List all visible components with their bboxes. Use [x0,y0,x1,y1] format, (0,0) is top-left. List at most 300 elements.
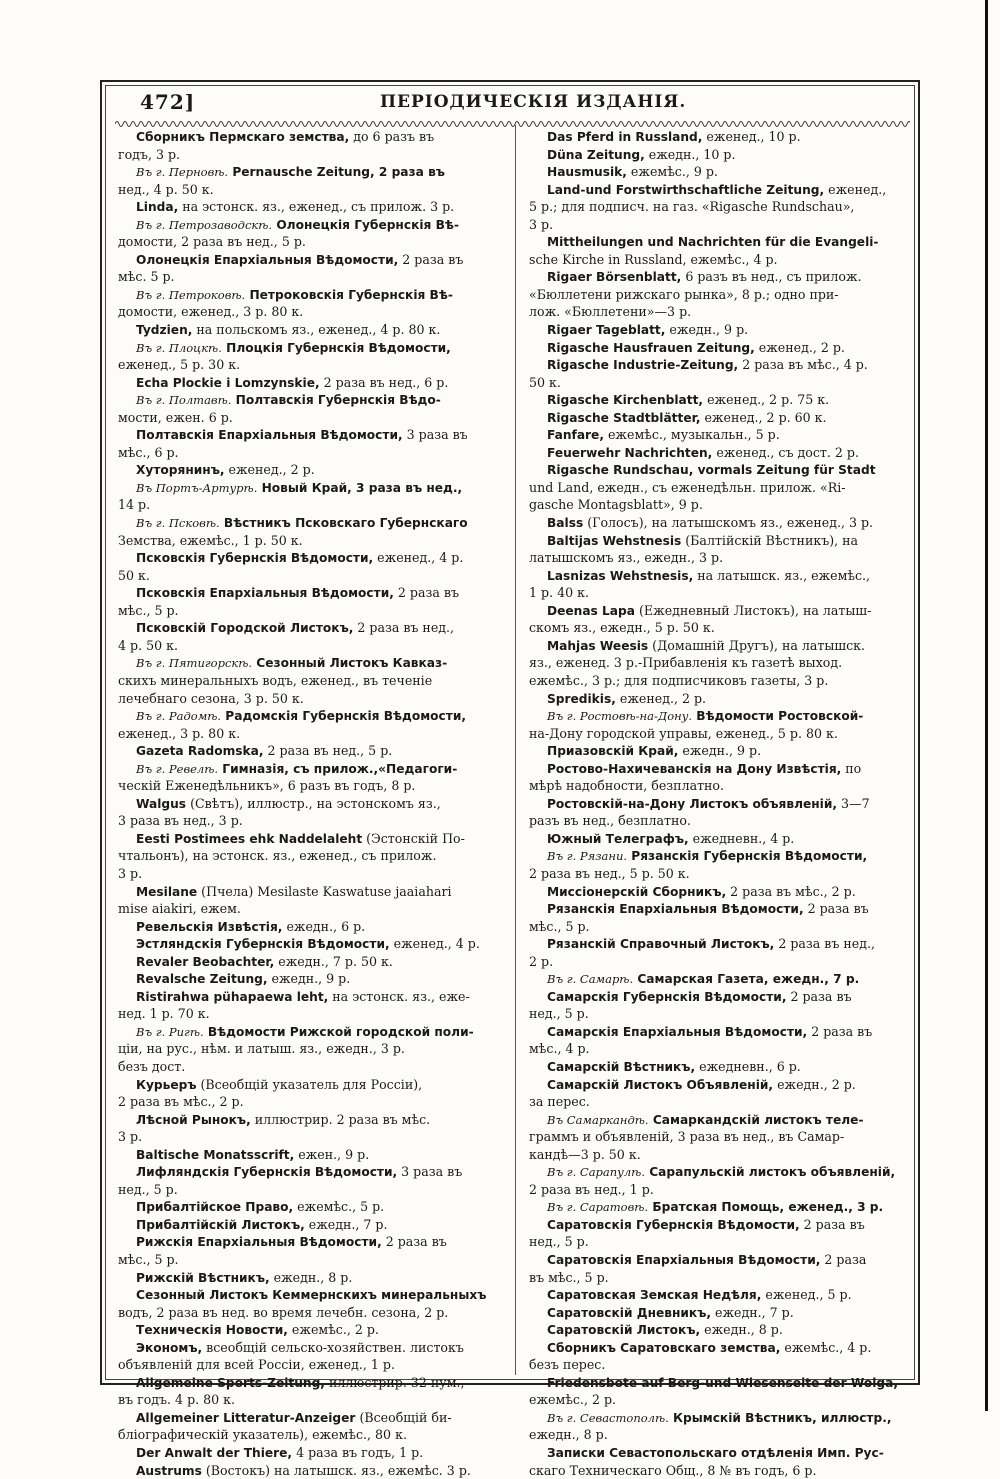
entry-details: Вѣстникъ Псковскаго Губернскаго [219,516,468,531]
entry-details: еженед., 5 р. [761,1287,852,1303]
entry-details: 2 раза въ мѣс., 2 р. [726,883,856,899]
periodical-title: Gazeta Radomska, [136,744,264,759]
entry-text: разъ въ нед., безплатно. [529,813,691,829]
entry-details: ежемѣс., 2 р. [287,1322,379,1338]
text-line [529,725,913,743]
text-line [118,198,503,216]
text-line [529,251,913,269]
entry-details: (Домашній Другъ), на латышск. [648,637,866,653]
entry-text: нед., 4 р. 50 к. [118,181,214,197]
entry-details: 2 раза [820,1252,867,1267]
text-line [118,1076,503,1094]
entry-details: ежедн., 2 р. [773,1076,856,1092]
text-line [118,883,503,901]
entry-details: 2 раза въ нед., 5 р. [263,743,393,759]
entry-text: мѣс., 6 р. [118,444,179,460]
text-line [529,883,913,901]
periodical-title: Приазовскій Край, [547,744,679,759]
periodical-title: Friedensbote auf Berg-und Wiesenseite der Wolga, [547,1375,898,1390]
periodical-title: Лѣсной Рынокъ, [136,1112,251,1127]
entry-text: 3 р. [118,1129,143,1145]
place-heading: Въ г. Саратовѣ. [547,1200,649,1215]
text-line [118,1216,503,1234]
entry-details: ежедневн., 4 р. [688,830,795,846]
periodical-title: Mahjas Weesis [547,638,649,653]
periodical-title: Austrums [136,1463,202,1478]
text-line [118,1426,503,1444]
place-heading: Въ г. Петрозаводскѣ. [136,217,273,232]
entry-details: Новый Край, 3 раза въ нед., [257,480,463,495]
periodical-title: Саратовскія Губернскія Вѣдомости, [547,1217,800,1232]
text-line [118,181,503,199]
periodical-title: Mittheilungen und Nachrichten für die Evangeli- [547,235,879,250]
entry-details: ежедн., 9 р. [665,322,749,338]
periodical-title: Eesti Postimees ehk Naddelaleht [136,831,363,846]
periodical-title: Псковскій Городской Листокъ, [136,621,354,636]
text-line [118,900,503,918]
text-line [529,391,913,409]
text-line [118,496,503,514]
periodical-title: Рязанскія Епархіальныя Вѣдомости, [547,902,804,917]
entry-details: (Востокъ) на латышск. яз., ежемѣс. 3 р. [201,1462,471,1478]
periodical-title: Миссіонерскій Сборникъ, [547,884,727,899]
entry-details: Гимназія, съ прилож.,«Педагоги- [218,761,458,776]
entry-details: Крымскій Вѣстникъ, иллюстр., [668,1410,892,1425]
text-line [118,1374,503,1392]
text-line [529,1163,913,1181]
text-line [529,1251,913,1269]
entry-text: яз., еженед. 3 р.-Прибавленія къ газетѣ выход. [529,655,843,671]
entry-details: по [841,760,862,776]
entry-text: мѣс., 4 р. [529,1041,590,1057]
entry-details: 2 раза въ мѣс., 4 р. [738,357,868,373]
entry-text: ціи, на рус., нѣм. и латыш. яз., ежедн., 3 р. [118,1041,405,1057]
text-line [118,374,503,392]
entry-details: 2 раза въ [786,988,852,1004]
entry-text: 3 раза въ нед., 3 р. [118,813,243,829]
entry-text: кандѣ—3 р. 50 к. [529,1146,641,1162]
entry-text: Земства, ежемѣс., 1 р. 50 к. [118,532,303,548]
text-line [529,935,913,953]
text-line [529,532,913,550]
entry-text: 14 р. [118,497,151,513]
entry-text: ежемѣс., 2 р. [529,1392,617,1408]
text-line [529,1304,913,1322]
entry-text: объявленій для всей Россіи, еженед., 1 р. [118,1357,395,1373]
text-line [118,479,503,497]
entry-text: домости, еженед., 3 р. 80 к. [118,304,304,320]
text-line [118,1304,503,1322]
entry-details: (Свѣтъ), иллюстр., на эстонскомъ яз., [186,795,441,811]
place-heading: Въ г. Севастополѣ. [547,1410,669,1425]
text-line [529,812,913,830]
text-line [529,865,913,883]
text-line [529,1374,913,1392]
entry-text: за перес. [529,1094,590,1110]
text-line [118,970,503,988]
entry-details: ежедн., 6 р. [282,918,366,934]
entry-details: на польскомъ яз., еженед., 4 р. 80 к. [192,322,441,338]
entry-details: 2 раза въ нед., [774,936,876,952]
entry-text: скихъ минеральныхъ водъ, еженед., въ теченіе [118,672,433,688]
entry-text: нед., 5 р. [529,1006,589,1022]
text-line [529,374,913,392]
periodical-title: Саратовскій Листокъ, [547,1323,701,1338]
scan-edge-line [985,0,988,1411]
periodical-title: Псковскія Губернскія Вѣдомости, [136,551,374,566]
text-line [118,567,503,585]
periodical-title: Сборникъ Саратовскаго земства, [547,1340,781,1355]
text-line [529,1111,913,1129]
periodical-title: Олонецкія Епархіальныя Вѣдомости, [136,252,399,267]
text-line [118,1269,503,1287]
entry-text: «Бюллетени рижскаго рынка», 8 р.; одно при- [529,286,839,302]
text-line [529,479,913,497]
entry-details: еженед., 2 р. [754,339,845,355]
entry-details: на эстонск. яз., еженед., съ прилож. 3 р. [178,199,455,215]
entry-text: und Land, ежедн., съ еженедѣльн. прилож. «Ri- [529,479,846,495]
periodical-title: Revalsche Zeitung, [136,972,268,987]
entry-details: ежедн., 9 р. [678,743,762,759]
entry-details: до 6 разъ въ [349,129,435,144]
text-line [529,900,913,918]
text-line [529,690,913,708]
text-line [118,268,503,286]
entry-details: Радомскія Губернскія Вѣдомости, [221,709,467,724]
periodical-title: Курьеръ [136,1077,197,1092]
periodical-title: Allgemeiner Litteratur-Anzeiger [136,1410,356,1425]
entry-details: (Всеобщій указатель для Россіи), [196,1076,423,1092]
text-line [529,163,913,181]
periodical-title: Самарскія Епархіальныя Вѣдомости, [547,1024,808,1039]
text-line [118,812,503,830]
text-line [529,409,913,427]
text-line [118,1198,503,1216]
place-heading: Въ г. Ревелѣ. [136,761,219,776]
running-head: ПЕРІОДИЧЕСКІЯ ИЗДАНІЯ. [380,92,687,112]
text-line [529,1409,913,1427]
entry-details: ежедн., 7 р. 50 к. [274,953,393,969]
text-line [529,461,913,479]
text-line [118,619,503,637]
entry-details: Олонецкія Губернскія Вѣ- [272,217,459,232]
periodical-title: Прибалтійское Право, [136,1200,294,1215]
entry-text: 3 р. [118,865,143,881]
periodical-title: Самарскій Листокъ Объявленій, [547,1077,774,1092]
entry-details: еженед., [824,181,887,197]
periodical-title: Allgemeine Sports-Zeitung, [136,1375,325,1390]
text-line [529,760,913,778]
entry-text: ческій Еженедѣльникъ», 6 разъ въ годъ, 8 р. [118,778,416,794]
entry-text: мости, ежен. 6 р. [118,409,233,425]
entry-details: Плоцкія Губернскія Вѣдомости, [221,340,451,355]
periodical-title: Der Anwalt der Thiere, [136,1446,293,1461]
text-line [118,146,503,164]
entry-details: (Голосъ), на латышскомъ яз., еженед., 3 р. [583,515,874,531]
periodical-title: Хуторянинъ, [136,463,225,478]
text-line [118,847,503,865]
text-line [529,1146,913,1164]
entry-text: лечебнаго сезона, 3 р. 50 к. [118,690,304,706]
entry-text: gasche Montagsblatt», 9 р. [529,497,703,513]
text-line [529,1356,913,1374]
entry-text: мѣс., 5 р. [529,918,590,934]
text-line [529,742,913,760]
text-line [118,742,503,760]
text-line [118,1462,503,1479]
text-line [118,1093,503,1111]
entry-text: безъ перес. [529,1357,606,1373]
entry-details: 3—7 [837,795,870,811]
entry-text: 2 раза въ мѣс., 2 р. [118,1094,244,1110]
text-line [529,1391,913,1409]
entry-text: лож. «Бюллетени»—3 р. [529,304,692,320]
entry-text: нед. 1 р. 70 к. [118,1006,210,1022]
text-line [529,970,913,988]
entry-details: 4 раза въ годъ, 1 р. [292,1445,424,1461]
text-line [118,935,503,953]
entry-text: домости, 2 раза въ нед., 5 р. [118,234,306,250]
entry-details: (Пчела) Mesilaste Kaswatuse jaaiahari [197,883,452,899]
text-line [529,953,913,971]
entry-text: мѣс. 5 р. [118,269,175,285]
text-line [529,1321,913,1339]
text-line [118,1128,503,1146]
entry-details: Рязанскія Губернскія Вѣдомости, [627,849,868,864]
entry-text: мѣс., 5 р. [118,602,179,618]
text-line [529,672,913,690]
text-line [118,514,503,532]
entry-text: 4 р. 50 к. [118,637,178,653]
text-line [118,584,503,602]
periodical-title: Walgus [136,796,187,811]
text-line [529,830,913,848]
text-line [118,1409,503,1427]
text-line [118,1444,503,1462]
text-line [529,1233,913,1251]
entry-details: на эстонск. яз., еже- [328,988,470,1004]
text-line [118,1181,503,1199]
periodical-title: Hausmusik, [547,165,627,180]
entry-details: Сарапульскій листокъ объявленій, [644,1165,896,1180]
periodical-title: Псковскія Епархіальныя Вѣдомости, [136,586,394,601]
periodical-title: Рижскія Епархіальныя Вѣдомости, [136,1235,382,1250]
entry-text: 50 к. [118,567,150,583]
text-line [118,707,503,725]
entry-details: 2 раза въ [807,1023,873,1039]
text-line [529,1005,913,1023]
entry-details: 2 раза въ [393,585,459,601]
text-line [529,1216,913,1234]
periodical-title: Самарскія Губернскія Вѣдомости, [547,989,787,1004]
entry-text: еженед., 5 р. 30 к. [118,357,241,373]
periodical-title: Рязанскій Справочный Листокъ, [547,937,775,952]
text-line [529,339,913,357]
periodical-title: Tydzien, [136,323,193,338]
place-heading: Въ г. Ригѣ. [136,1024,204,1039]
text-line [118,602,503,620]
text-line [529,146,913,164]
text-line [529,1023,913,1041]
text-line [118,654,503,672]
entry-details: 2 раза въ нед., [353,620,455,636]
entry-text: 50 к. [529,374,561,390]
text-line [118,216,503,234]
text-line [118,988,503,1006]
entry-details: еженед., 2 р. 75 к. [703,392,830,408]
periodical-title: Прибалтійскій Листокъ, [136,1217,305,1232]
place-heading: Въ г. Плоцкѣ. [136,340,222,355]
place-heading: Въ Портъ-Артурѣ. [136,480,258,495]
entry-text: въ мѣс., 5 р. [529,1269,609,1285]
text-line [529,707,913,725]
text-line [118,1040,503,1058]
text-line [118,303,503,321]
text-line [118,1023,503,1041]
entry-text: 3 р. [529,216,554,232]
text-line [529,1181,913,1199]
entry-details: иллюстрир. 32 нум., [324,1374,465,1390]
text-line [118,339,503,357]
text-line [529,286,913,304]
text-line [529,602,913,620]
entry-details: ежемѣс., 5 р. [293,1199,385,1215]
entry-details: 3 раза въ [397,1164,463,1180]
entry-details: ежедн., 8 р. [269,1269,353,1285]
text-line [529,1128,913,1146]
text-line [118,461,503,479]
entry-details: 2 раза въ [799,1216,865,1232]
text-line [529,198,913,216]
periodical-title: Lasnizas Wehstnesis, [547,568,694,583]
entry-details: ежедн., 9 р. [267,971,351,987]
text-line [529,1462,913,1479]
entry-details: еженед., 10 р. [702,129,801,144]
text-line [529,549,913,567]
periodical-title: Саратовскія Епархіальныя Вѣдомости, [547,1253,821,1267]
text-line [118,1111,503,1129]
entry-details: еженед., 4 р. [389,936,480,952]
text-line [529,1076,913,1094]
periodical-title: Rigasche Industrie-Zeitung, [547,358,739,373]
text-line [118,1321,503,1339]
entry-details: ежедн., 10 р. [644,146,736,162]
text-line [529,918,913,936]
entry-details: 3 раза въ [402,427,468,443]
text-line [529,1269,913,1287]
entry-details: еженед., 2 р. 60 к. [700,409,827,425]
periodical-title: Linda, [136,200,179,215]
periodical-title: Spredikis, [547,691,616,706]
text-line [529,1339,913,1357]
periodical-title: Сборникъ Пермскаго земства, [136,130,350,144]
text-line [118,865,503,883]
entry-text: мѣрѣ надобности, безплатно. [529,778,725,794]
place-heading: Въ г. Петроковѣ. [136,287,246,302]
entry-details: 2 раза въ [398,251,464,267]
text-line [529,777,913,795]
text-line [118,953,503,971]
place-heading: Въ г. Сарапулѣ. [547,1165,645,1180]
entry-details: ежедн., 7 р. [304,1216,388,1232]
entry-details: 2 раза въ [803,901,869,917]
periodical-title: Echa Plockie i Lomzynskie, [136,375,320,390]
periodical-title: Baltijas Wehstnesis [547,533,682,548]
place-heading: Въ г. Радомѣ. [136,709,222,724]
entry-details: Вѣдомости Рижской городской поли- [203,1024,474,1039]
text-line [529,128,913,146]
right-column [529,128,913,1479]
entry-text: 1 р. 40 к. [529,585,589,601]
periodical-title: Лифляндскія Губернскія Вѣдомости, [136,1165,398,1180]
text-line [529,514,913,532]
entry-details: ежемѣс., 4 р. [780,1339,872,1355]
periodical-title: Deenas Lapa [547,603,635,618]
periodical-title: Rigasche Hausfrauen Zeitung, [547,340,755,355]
entry-text: 2 раза въ нед., 1 р. [529,1181,654,1197]
text-line [118,1356,503,1374]
periodical-title: Южный Телеграфъ, [547,831,689,846]
text-line [118,286,503,304]
entry-details: Петроковскія Губернскія Вѣ- [245,287,453,302]
entry-text: скаго Техническаго Общ., 8 № въ годъ, 6 р. [529,1462,817,1478]
periodical-title: Самарскій Вѣстникъ, [547,1059,696,1074]
text-line [118,1286,503,1304]
periodical-title: Ristirahwa pühapaewa leht, [136,989,329,1004]
entry-text: граммъ и объявленій, 3 раза въ нед., въ Самар- [529,1129,845,1145]
periodical-title: Саратовская Земская Недѣля, [547,1288,762,1303]
periodical-title: Записки Севастопольскаго отдѣленія Имп. Рус- [547,1446,884,1461]
text-line [118,1005,503,1023]
periodical-title: Feuerwehr Nachrichten, [547,445,713,460]
text-line [529,1286,913,1304]
periodical-title: Экономъ, [136,1340,203,1355]
place-heading: Въ г. Перновѣ. [136,165,229,180]
text-line [529,847,913,865]
text-line [118,672,503,690]
entry-text: мѣс., 5 р. [118,1252,179,1267]
place-heading: Въ г. Рязани. [547,849,628,864]
text-line [529,1444,913,1462]
text-line [118,233,503,251]
text-line [529,1040,913,1058]
entry-details: 2 раза въ нед., 6 р. [319,374,449,390]
periodical-title: Полтавскія Епархіальныя Вѣдомости, [136,428,403,443]
text-line [118,409,503,427]
text-line [118,532,503,550]
entry-text: 2 раза въ нед., 5 р. 50 к. [529,865,690,881]
entry-text: ежемѣс., 3 р.; для подписчиковъ газеты, 3 р. [529,672,829,688]
place-heading: Въ Самаркандѣ. [547,1112,649,1127]
text-line [118,777,503,795]
entry-text: на-Дону городской управы, еженед., 5 р. 80 к. [529,725,838,741]
entry-details: еженед., 4 р. [373,550,464,566]
entry-text: въ годъ. 4 р. 80 к. [118,1392,236,1408]
text-line [118,549,503,567]
periodical-title: Fanfare, [547,428,604,443]
text-line [529,567,913,585]
text-line [529,181,913,199]
text-line [529,496,913,514]
entry-text: водъ, 2 раза въ нед. во время лечебн. сезона, 2 р. [118,1304,449,1320]
text-line [118,690,503,708]
entry-details: (Всеобщій би- [355,1409,452,1425]
entry-text: 5 р.; для подписч. на газ. «Rigasche Rundschau», [529,199,855,215]
text-line [118,1251,503,1269]
entry-details: Pernausche Zeitung, 2 раза въ [228,165,445,180]
text-line [529,356,913,374]
entry-text: нед., 5 р. [118,1181,178,1197]
